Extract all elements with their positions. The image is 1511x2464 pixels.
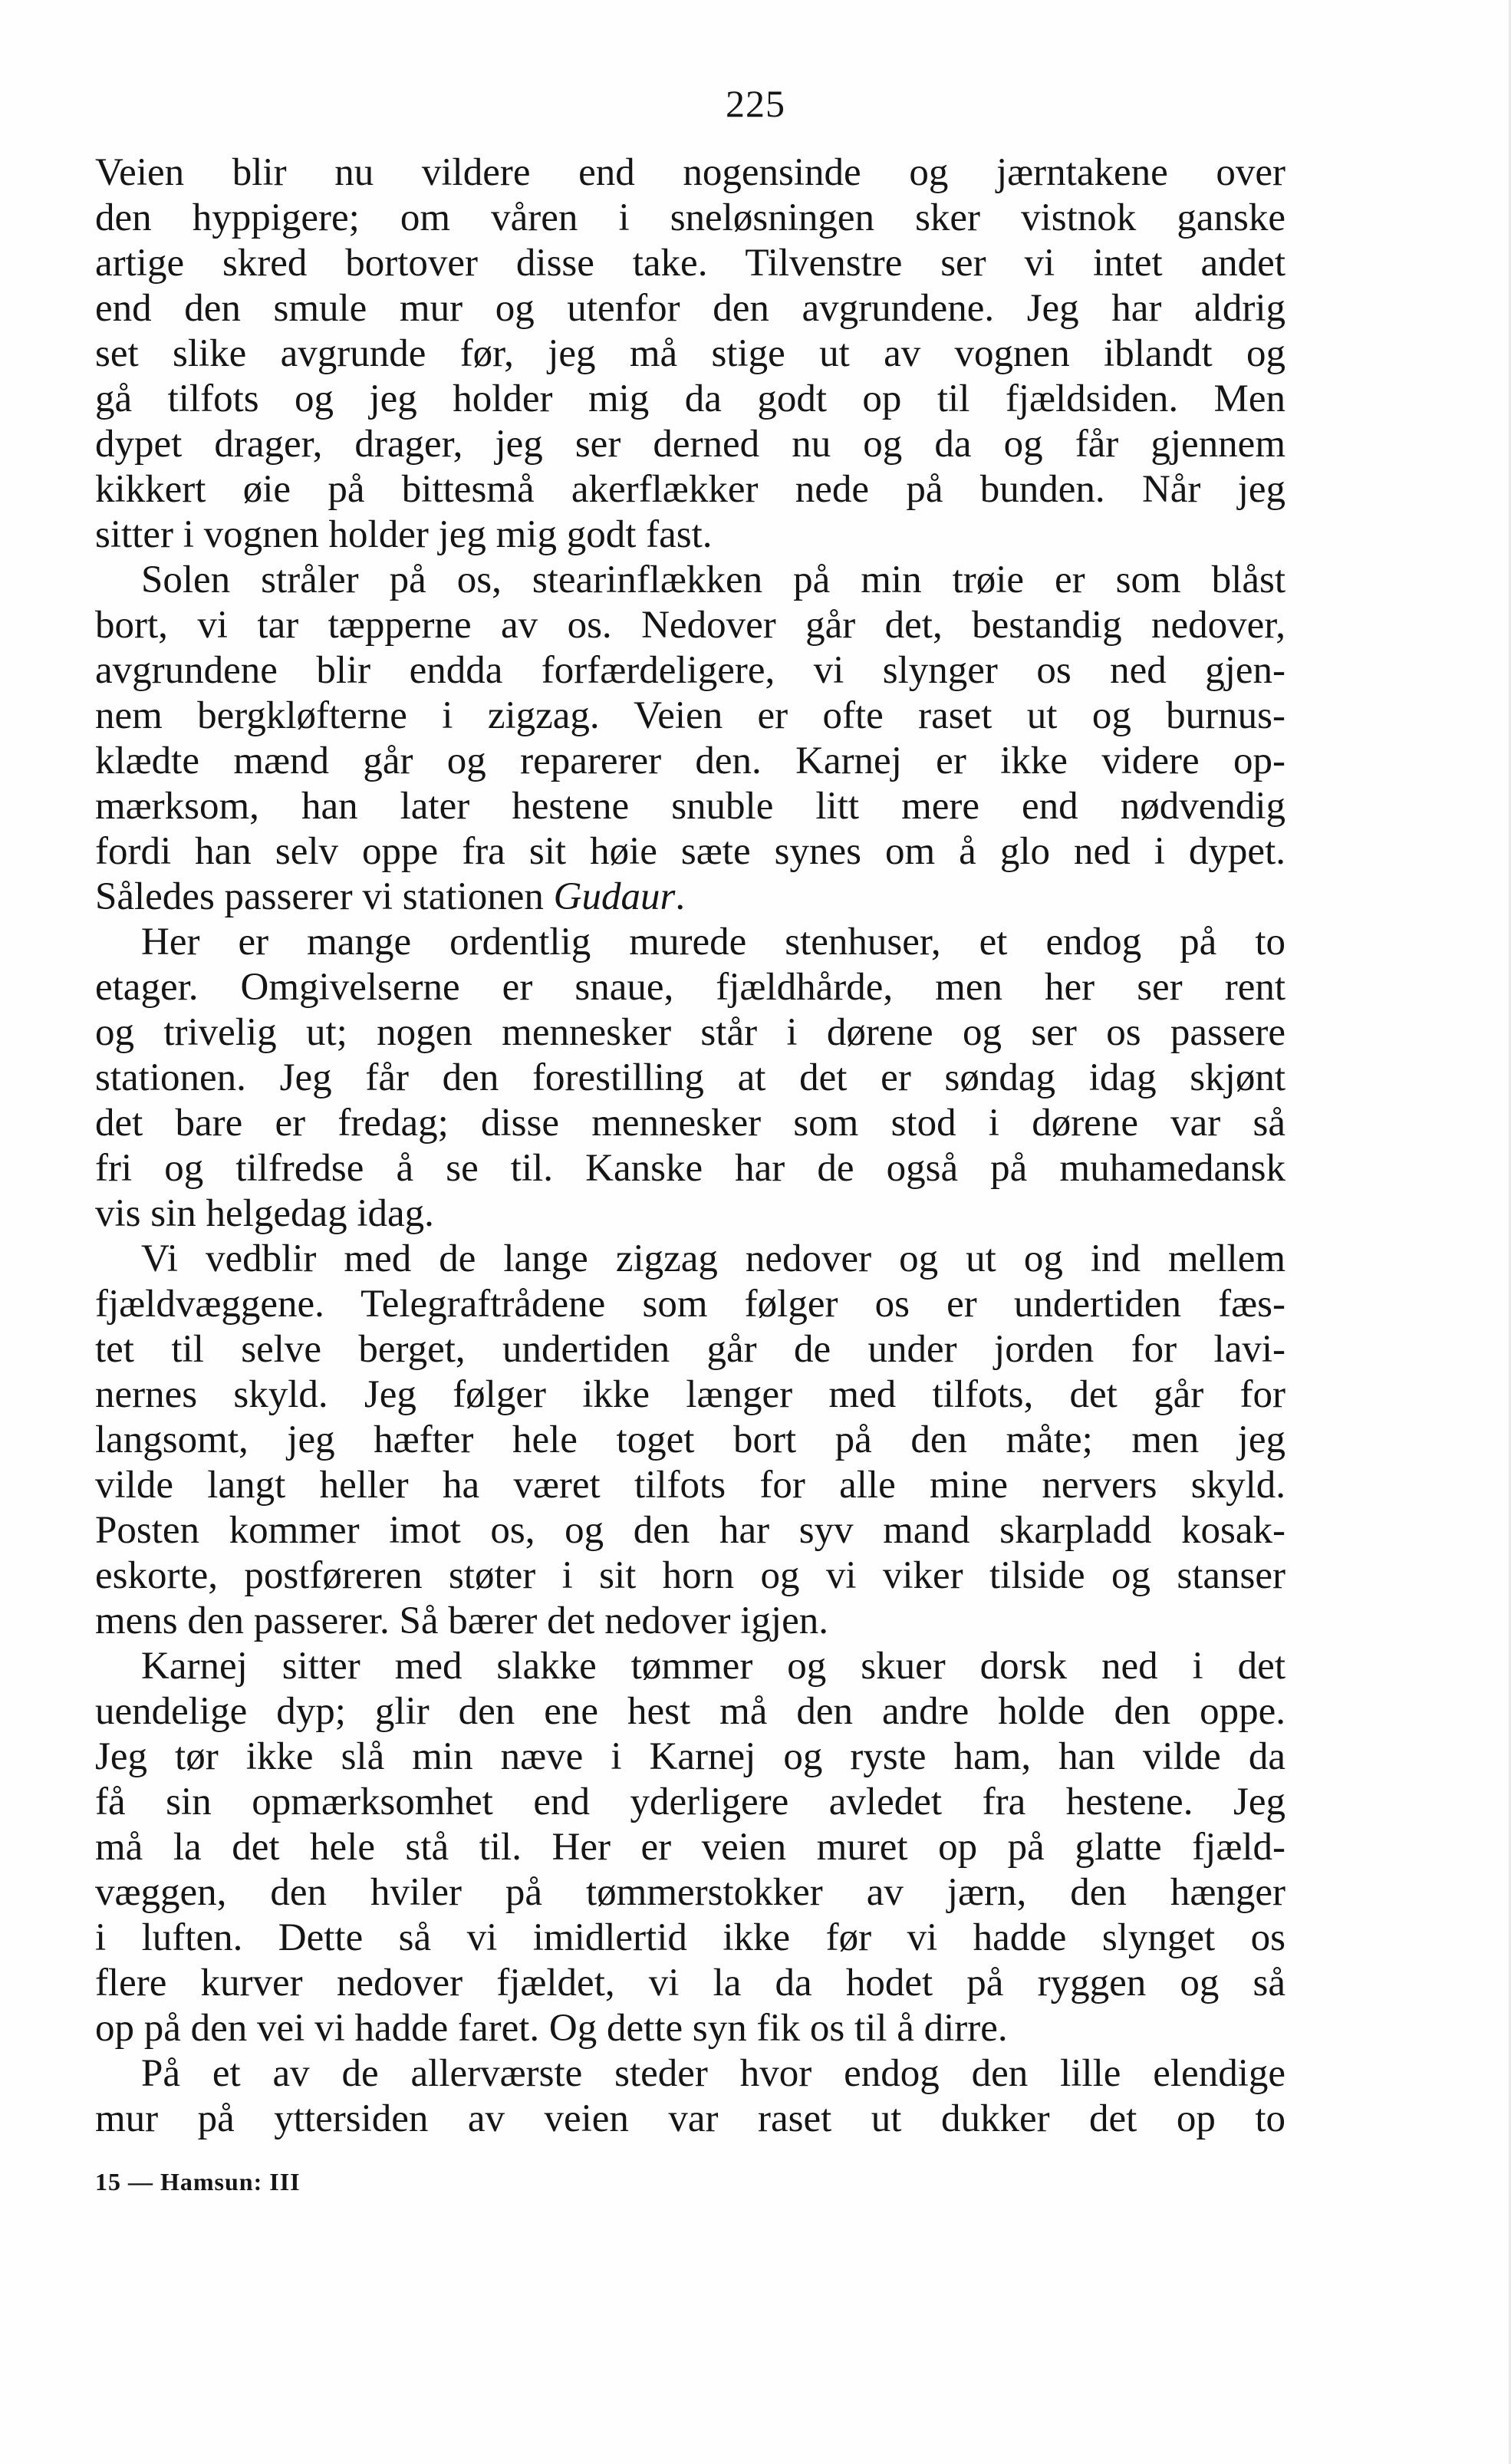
text-line: nernes skyld. Jeg følger ikke længer med tilfots, det går for	[95, 1373, 1286, 1416]
text-line: Posten kommer imot os, og den har syv mand skarpladd kosak-	[95, 1509, 1286, 1552]
text-line: set slike avgrunde før, jeg må stige ut av vognen iblandt og	[95, 332, 1286, 375]
text-line: sitter i vognen holder jeg mig godt fast.	[95, 513, 713, 556]
text-line: vis sin helgedag idag.	[95, 1192, 434, 1235]
text-line: mens den passerer. Så bærer det nedover igjen.	[95, 1599, 828, 1642]
text-line: langsomt, jeg hæfter hele toget bort på den måte; men jeg	[95, 1418, 1286, 1461]
text-line: dypet drager, drager, jeg ser derned nu og da og får gjennem	[95, 423, 1286, 466]
text-line: den hyppigere; om våren i sneløsningen sker vistnok ganske	[95, 196, 1286, 239]
text-line: avgrundene blir endda forfærdeligere, vi slynger os ned gjen-	[95, 649, 1286, 692]
text-line: Veien blir nu vildere end nogensinde og jærntakene over	[95, 151, 1286, 194]
body-text	[95, 150, 1286, 2142]
text-line: Her er mange ordentlig murede stenhuser, et endog på to	[141, 921, 1286, 964]
text-line: tet til selve berget, undertiden går de under jorden for lavi-	[95, 1328, 1286, 1371]
text-line: det bare er fredag; disse mennesker som stod i dørene var så	[95, 1102, 1286, 1145]
text-line: bort, vi tar tæpperne av os. Nedover går det, bestandig nedover,	[95, 604, 1286, 647]
paragraph-2	[95, 558, 1286, 920]
text-line: mur på yttersiden av veien var raset ut dukker det op to	[95, 2097, 1286, 2140]
text-line: eskorte, postføreren støter i sit horn og vi viker tilside og stanser	[95, 1554, 1286, 1597]
paragraph-3	[95, 920, 1286, 1237]
page-footer: 15 — Hamsun: III	[95, 2168, 301, 2196]
text-line: væggen, den hviler på tømmerstokker av jærn, den hænger	[95, 1871, 1286, 1914]
text-line: klædte mænd går og reparerer den. Karnej er ikke videre op-	[95, 740, 1286, 782]
text-line: Solen stråler på os, stearinflækken på min trøie er som blåst	[141, 558, 1286, 601]
text-line: Jeg tør ikke slå min næve i Karnej og ryste ham, han vilde da	[95, 1735, 1286, 1778]
text-line: i luften. Dette så vi imidlertid ikke før vi hadde slynget os	[95, 1916, 1286, 1959]
italic-place-name: Gudaur	[553, 875, 676, 918]
text-line: Karnej sitter med slakke tømmer og skuer dorsk ned i det	[141, 1645, 1286, 1688]
paragraph-6	[95, 2051, 1286, 2142]
text-line: gå tilfots og jeg holder mig da godt op til fjældsiden. Men	[95, 377, 1286, 420]
paragraph-1	[95, 150, 1286, 558]
text-line: flere kurver nedover fjældet, vi la da hodet på ryggen og så	[95, 1962, 1286, 2004]
text-line: uendelige dyp; glir den ene hest må den andre holde den oppe.	[95, 1690, 1286, 1733]
text-line: op på den vei vi hadde faret. Og dette syn fik os til å dirre.	[95, 2007, 1008, 2050]
text-line: nem bergkløfterne i zigzag. Veien er ofte raset ut og burnus-	[95, 694, 1286, 737]
paragraph-5	[95, 1644, 1286, 2051]
text-line: få sin opmærksomhet end yderligere avledet fra hestene. Jeg	[95, 1780, 1286, 1823]
text-line: vilde langt heller ha været tilfots for alle mine nervers skyld.	[95, 1464, 1286, 1507]
text-line: etager. Omgivelserne er snaue, fjældhårde, men her ser rent	[95, 966, 1286, 1009]
text-line: kikkert øie på bittesmå akerflækker nede på bunden. Når jeg	[95, 468, 1286, 511]
text-line: artige skred bortover disse take. Tilvenstre ser vi intet andet	[95, 242, 1286, 285]
text-line: fri og tilfredse å se til. Kanske har de også på muhamedansk	[95, 1147, 1286, 1190]
text-line: Vi vedblir med de lange zigzag nedover og ut og ind mellem	[141, 1237, 1286, 1280]
text-line: Således passerer vi stationen Gudaur.	[95, 875, 686, 918]
text-line: fordi han selv oppe fra sit høie sæte synes om å glo ned i dypet.	[95, 830, 1286, 873]
paragraph-4	[95, 1237, 1286, 1644]
text-line: fjældvæggene. Telegraftrådene som følger os er undertiden fæs-	[95, 1283, 1286, 1326]
text-line: og trivelig ut; nogen mennesker står i dørene og ser os passere	[95, 1011, 1286, 1054]
text-line: På et av de allerværste steder hvor endog den lille elendige	[141, 2052, 1286, 2095]
text-line: mærksom, han later hestene snuble litt mere end nødvendig	[95, 785, 1286, 828]
text-line: stationen. Jeg får den forestilling at det er søndag idag skjønt	[95, 1056, 1286, 1099]
page-number: 225	[726, 82, 785, 125]
text-line: end den smule mur og utenfor den avgrundene. Jeg har aldrig	[95, 287, 1286, 330]
text-line: må la det hele stå til. Her er veien muret op på glatte fjæld-	[95, 1826, 1286, 1869]
